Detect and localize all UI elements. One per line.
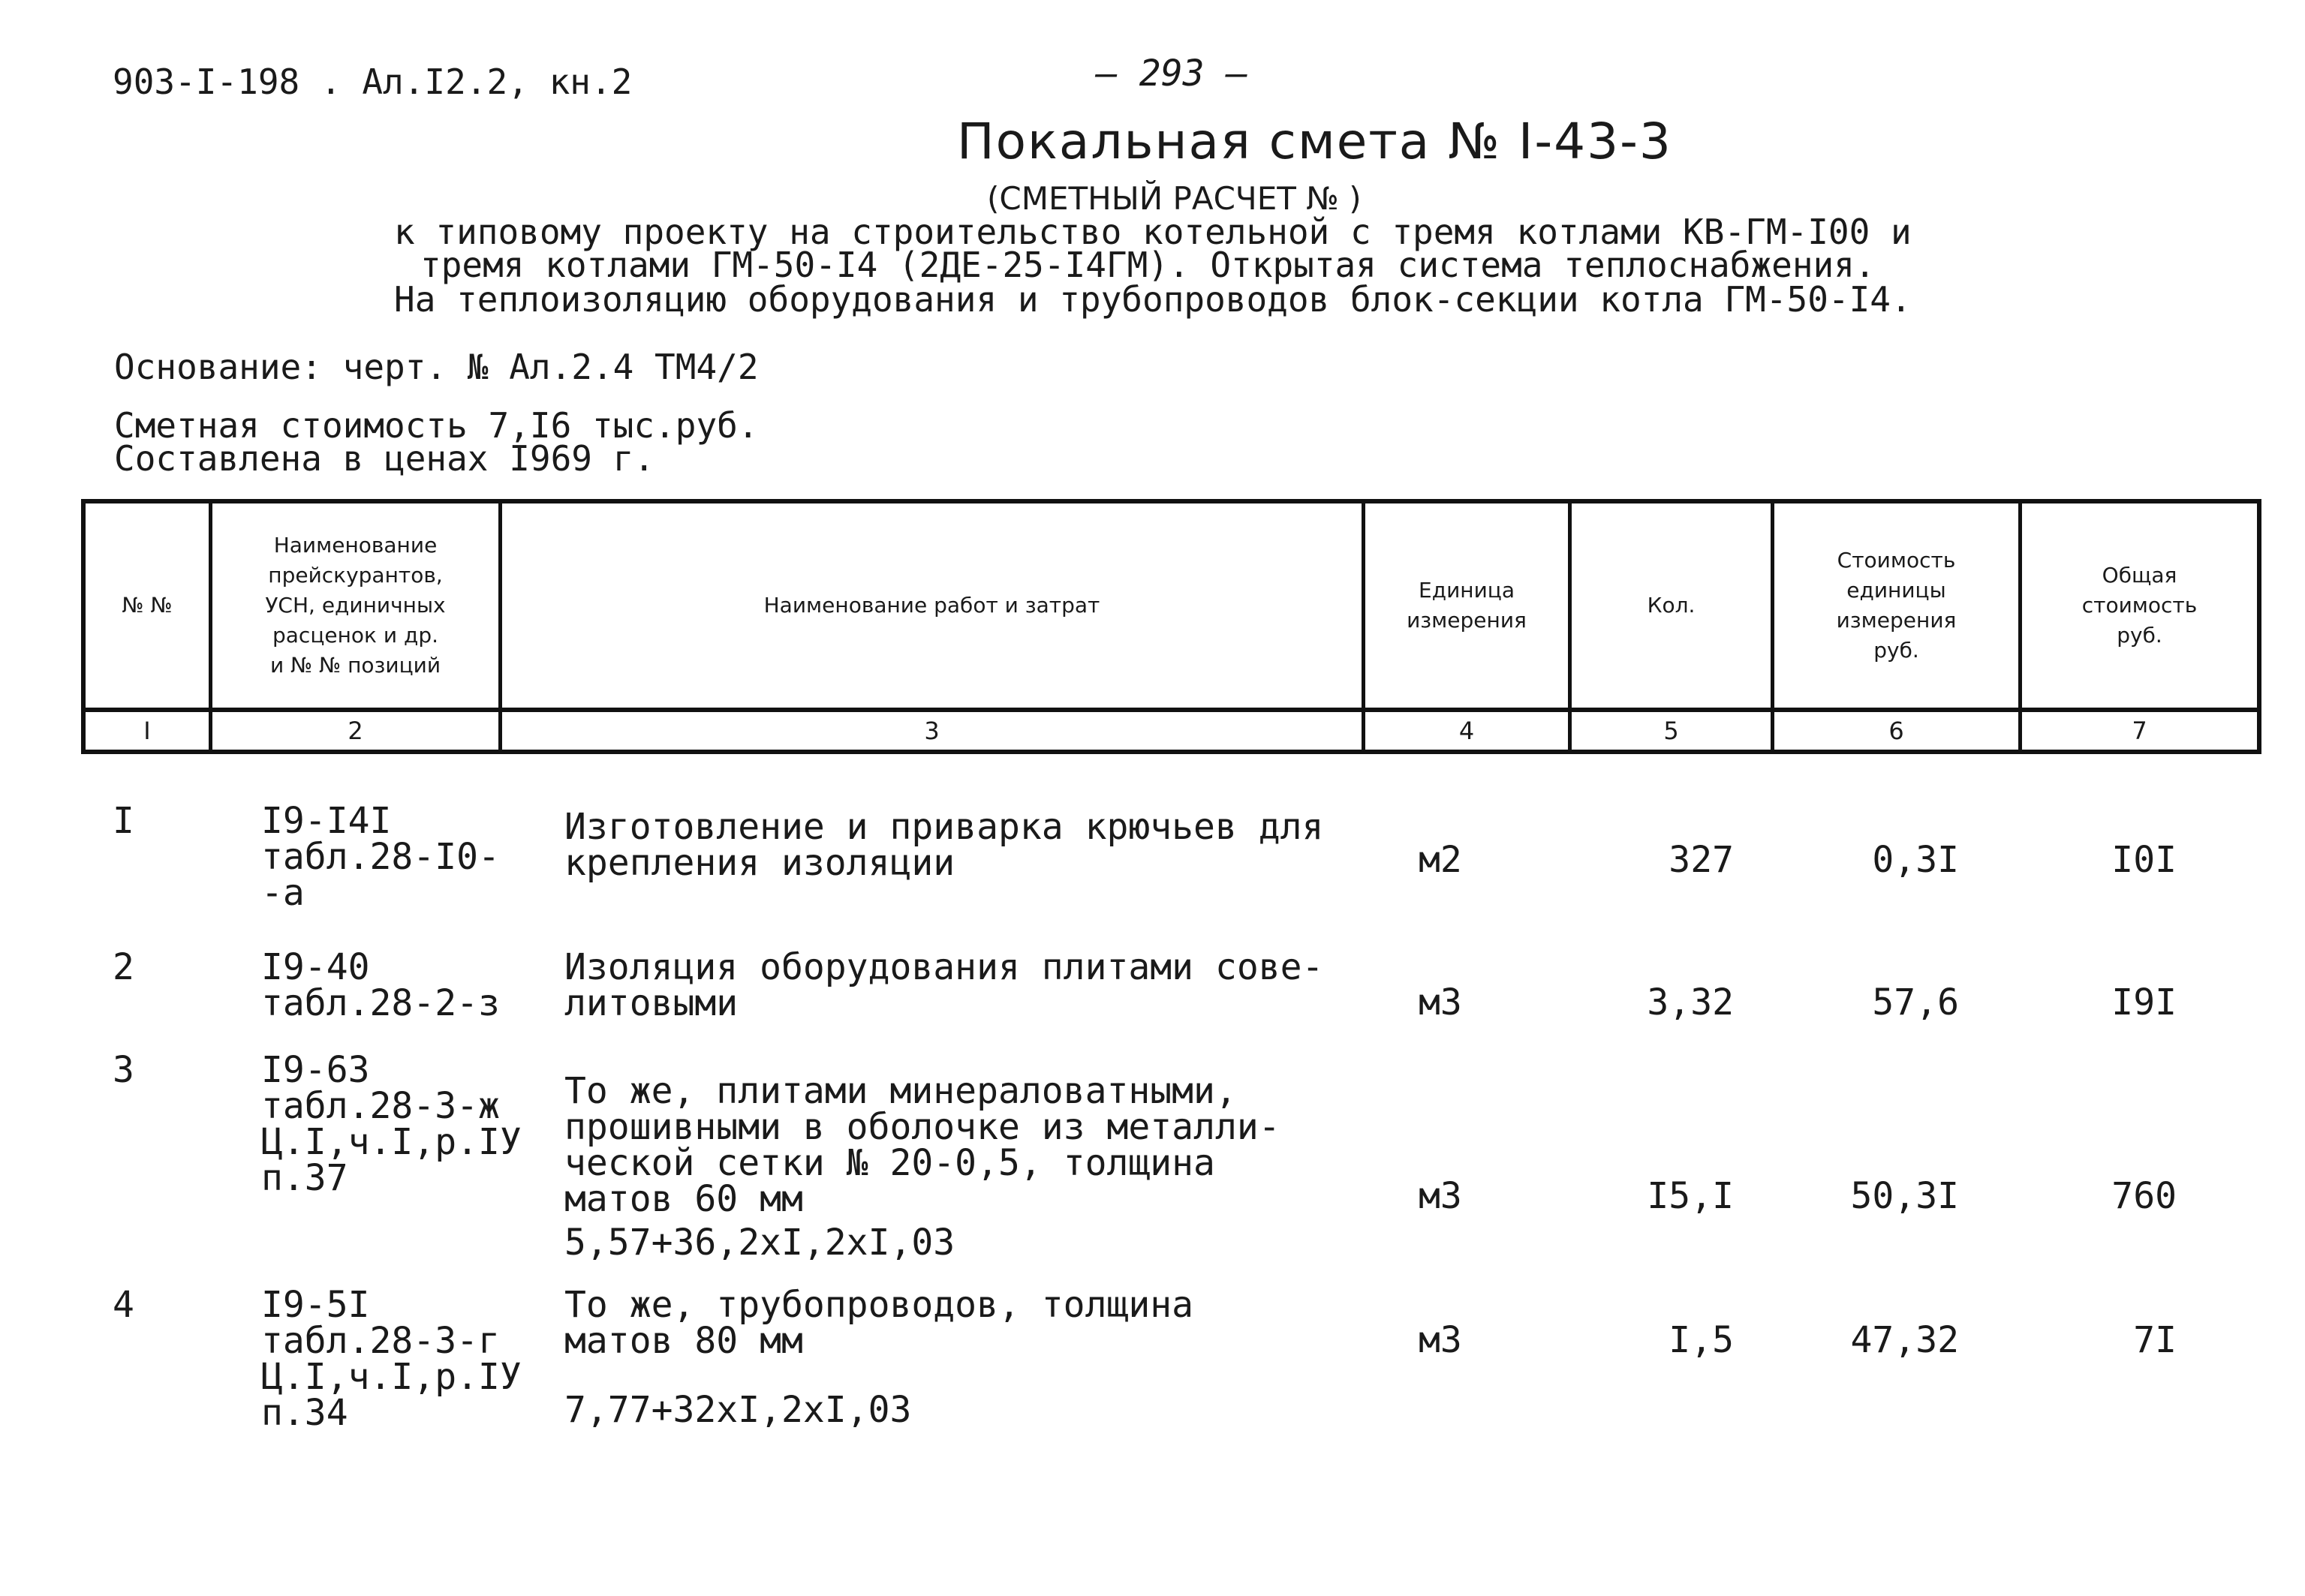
unit-cost: 50,3I: [1850, 1175, 1959, 1217]
header-line: измерения: [1836, 608, 1957, 633]
work-description: [564, 1284, 1194, 1362]
header-line: единицы: [1846, 578, 1946, 603]
price-reference-line: I9-40: [261, 946, 370, 988]
price-reference-line: -а: [261, 872, 305, 914]
column-number: 7: [2132, 717, 2147, 745]
column-number: 4: [1458, 717, 1475, 745]
unit: м3: [1419, 1319, 1462, 1361]
header-line: Стоимость: [1837, 548, 1956, 573]
price-reference-line: табл.28-3-г: [261, 1320, 500, 1362]
price-reference-line: табл.28-3-ж: [261, 1085, 500, 1127]
quantity: 3,32: [1647, 981, 1734, 1023]
work-description-line: матов 80 мм: [564, 1320, 803, 1362]
header-line: расценок и др.: [272, 623, 438, 648]
price-reference-line: табл.28-2-з: [261, 982, 500, 1024]
page-subtitle: (СМЕТНЫЙ РАСЧЕТ № ): [987, 180, 1362, 217]
quantity: I5,I: [1647, 1175, 1734, 1217]
header-cell-total: [2022, 503, 2257, 708]
header-line: руб.: [2117, 623, 2162, 648]
header-line: измерения: [1407, 608, 1527, 633]
basis-text: Основание: черт. № Ал.2.4 ТМ4/2: [114, 347, 759, 387]
unit-cost: 57,6: [1872, 981, 1959, 1023]
price-reference-line: табл.28-I0-: [261, 836, 500, 878]
price-reference-line: Ц.I,ч.I,р.IУ: [261, 1356, 522, 1398]
unit: м3: [1419, 1175, 1462, 1217]
price-reference-line: п.34: [261, 1392, 348, 1434]
page-number: — 293 —: [1096, 53, 1248, 95]
quantity: I,5: [1669, 1319, 1734, 1361]
total-cost: 7I: [2133, 1319, 2177, 1361]
page-title: Покальная смета № I-43-3: [957, 113, 1672, 170]
work-description-line: ческой сетки № 20-0,5, толщина: [564, 1142, 1215, 1184]
header-line: № №: [122, 593, 173, 618]
total-cost: 760: [2111, 1175, 2177, 1217]
intro-line: к типовому проекту на строительство котельной с тремя котлами КВ-ГМ-I00 и: [394, 212, 1912, 252]
header-line: руб.: [1873, 638, 1919, 663]
row-number: 2: [113, 946, 134, 988]
row-number: I: [113, 800, 134, 842]
table-header: [81, 499, 2261, 754]
unit-cost: 0,3I: [1872, 839, 1959, 881]
column-number: I: [143, 717, 151, 745]
column-number: 3: [924, 717, 940, 745]
column-number: 6: [1888, 717, 1904, 745]
header-line: УСН, единичных: [265, 593, 446, 618]
header-line: Кол.: [1647, 593, 1696, 618]
row-number: 3: [113, 1049, 134, 1091]
calculation-formula: 5,57+36,2хI,2хI,03: [564, 1222, 955, 1264]
unit: м2: [1419, 839, 1462, 881]
price-level-text: Составлена в ценах I969 г.: [114, 438, 655, 479]
price-reference-line: I9-5I: [261, 1284, 370, 1326]
price-reference: [261, 1049, 522, 1199]
estimated-cost-text: Сметная стоимость 7,I6 тыс.руб.: [114, 405, 759, 446]
header-cell-quantity: [1572, 503, 1771, 708]
header-line: Единица: [1419, 578, 1515, 603]
header-line: Наименование работ и затрат: [763, 593, 1100, 618]
work-description: [564, 806, 1324, 884]
total-cost: I0I: [2111, 839, 2177, 881]
header-cell-unit-cost: [1774, 503, 2018, 708]
header-line: и № № позиций: [269, 653, 441, 678]
work-description: [564, 946, 1324, 1024]
calculation-formula: 7,77+32хI,2хI,03: [564, 1389, 912, 1431]
price-reference: [261, 946, 500, 1024]
price-reference: [261, 1284, 522, 1434]
work-description-line: Изоляция оборудования плитами сове-: [564, 946, 1324, 988]
price-reference-line: I9-63: [261, 1049, 370, 1091]
work-description-line: прошивными в оболочке из металли-: [564, 1106, 1280, 1148]
header-line: прейскурантов,: [268, 563, 443, 588]
work-description-line: То же, плитами минераловатными,: [564, 1070, 1237, 1112]
header-line: Общая: [2102, 563, 2177, 588]
column-number: 2: [348, 717, 363, 745]
header-line: стоимость: [2081, 593, 2198, 618]
work-description-line: То же, трубопроводов, толщина: [564, 1284, 1194, 1326]
work-description-line: крепления изоляции: [564, 842, 955, 884]
intro-line: На теплоизоляцию оборудования и трубопроводов блок-секции котла ГМ-50-I4.: [394, 279, 1912, 320]
header-cell-price-ref: [212, 503, 498, 708]
price-reference-line: Ц.I,ч.I,р.IУ: [261, 1121, 522, 1163]
work-description: [564, 1070, 1280, 1220]
header-cell-work: [502, 503, 1362, 708]
column-number: 5: [1663, 717, 1679, 745]
work-description-line: литовыми: [564, 982, 739, 1024]
work-description-line: матов 60 мм: [564, 1178, 803, 1220]
work-description-line: Изготовление и приварка крючьев для: [564, 806, 1324, 848]
document-reference: 903-I-198 . Ал.I2.2, кн.2: [113, 62, 633, 102]
header-cell-unit: [1365, 503, 1568, 708]
row-number: 4: [113, 1284, 134, 1326]
quantity: 327: [1669, 839, 1734, 881]
price-reference-line: п.37: [261, 1157, 348, 1199]
price-reference: [261, 800, 500, 914]
total-cost: I9I: [2111, 981, 2177, 1023]
intro-line: тремя котлами ГМ-50-I4 (2ДЕ-25-I4ГМ). Открытая система теплоснабжения.: [420, 245, 1876, 285]
header-cell-number: [86, 503, 209, 708]
unit-cost: 47,32: [1850, 1319, 1959, 1361]
header-line: Наименование: [273, 533, 438, 558]
price-reference-line: I9-I4I: [261, 800, 392, 842]
unit: м3: [1419, 981, 1462, 1023]
